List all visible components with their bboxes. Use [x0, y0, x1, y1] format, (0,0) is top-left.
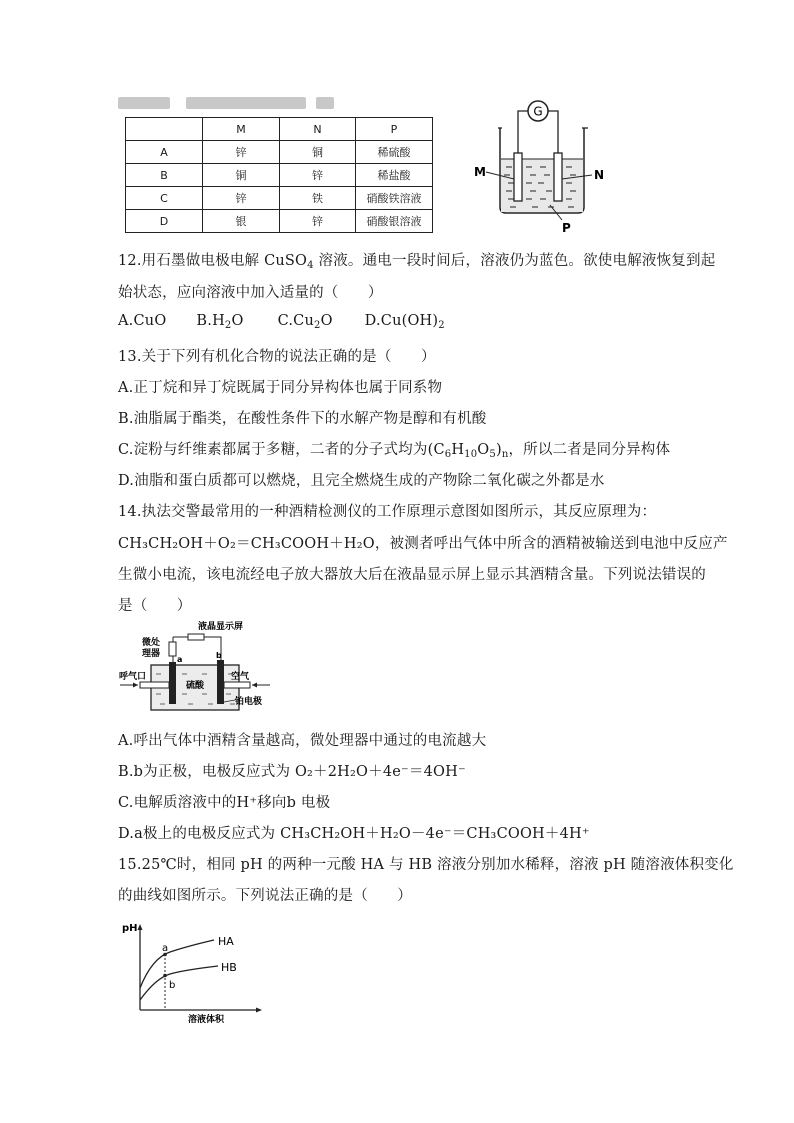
label-n: N	[594, 168, 605, 182]
table-cell: 硝酸银溶液	[356, 210, 433, 233]
q15-line1: 15.25℃时，相同 pH 的两种一元酸 HA 与 HB 溶液分别加水稀释，溶液 pH 随溶液体积变化	[118, 857, 734, 873]
q13-option-c: C.淀粉与纤维素都属于多糖，二者的分子式均为$(C_6H_{10}O_5)_n$，所以二者是同分异构体	[118, 442, 671, 460]
q12-option-c: $C.Cu_2O$	[277, 313, 333, 331]
air-label: 空气	[231, 672, 250, 682]
acid-label: 硫酸	[186, 681, 205, 691]
inlet-pipe	[140, 682, 169, 688]
micro-label-1: 微处	[142, 638, 161, 648]
point-a-label: a	[162, 943, 169, 954]
q12-option-b: $B.H_2O$	[196, 313, 244, 331]
label-p: P	[562, 221, 571, 235]
electrode-a	[169, 662, 176, 704]
curve-ha	[140, 940, 214, 988]
table-cell: D	[126, 210, 203, 233]
table-row	[126, 210, 433, 233]
point-b-label: b	[169, 980, 176, 991]
q13-option-a: A.正丁烷和异丁烷既属于同分异构体也属于同系物	[118, 380, 443, 396]
table-cell: B	[126, 164, 203, 187]
electrode-b	[217, 660, 224, 704]
q14-equation: CH₃CH₂OH＋O₂＝CH₃COOH＋H₂O，被测者呼出气体中所含的酒精被输送到电池中反应产	[118, 536, 728, 552]
q12-line1: 12.用石墨做电极电解 CuSO$_4$ 溶液。通电一段时间后，溶液仍为蓝色。欲使电解液恢复到起	[118, 253, 716, 271]
table-cell: 锌	[203, 141, 280, 164]
table-header: N	[280, 118, 356, 141]
table-cell: C	[126, 187, 203, 210]
q14-option-b: B.b为正极，电极反应式为 O₂＋2H₂O＋4e⁻＝4OH⁻	[118, 764, 466, 780]
q14-option-a: A.呼出气体中酒精含量越高，微处理器中通过的电流越大	[118, 733, 487, 749]
table-cell: 铁	[280, 187, 356, 210]
label-m: M	[474, 165, 486, 179]
q12-option-a: A.CuO	[118, 313, 167, 329]
q14-line3: 生微小电流，该电流经电子放大器放大后在液晶显示屏上显示其酒精含量。下列说法错误的	[118, 567, 706, 583]
table-row	[126, 164, 433, 187]
curve-hb	[140, 966, 218, 1000]
table-cell: 铜	[203, 164, 280, 187]
galvanometer-label: G	[533, 104, 543, 119]
table-header	[126, 118, 203, 141]
table-cell: 稀盐酸	[356, 164, 433, 187]
curve-ha-label: HA	[218, 935, 234, 948]
electrode-b-label: b	[216, 651, 222, 660]
electrode-n	[554, 153, 562, 201]
table-header-row	[126, 118, 433, 141]
q13-stem: 13.关于下列有机化合物的说法正确的是（ ）	[118, 349, 436, 365]
redacted-header-1	[118, 97, 170, 109]
table-cell: 银	[203, 210, 280, 233]
q12-line2: 始状态，应向溶液中加入适量的（ ）	[118, 285, 383, 301]
y-axis-label: pH	[122, 923, 138, 934]
x-axis-label: 溶液体积	[188, 1015, 225, 1025]
q14-option-d: D.a极上的电极反应式为 CH₃CH₂OH＋H₂O－4e⁻＝CH₃COOH＋4H⁺	[118, 826, 590, 842]
microprocessor	[169, 642, 176, 656]
table-header: M	[203, 118, 280, 141]
q14-line1: 14.执法交警最常用的一种酒精检测仪的工作原理示意图如图所示，其反应原理为：	[118, 504, 657, 520]
q13-option-b: B.油脂属于酯类，在酸性条件下的水解产物是醇和有机酸	[118, 411, 487, 427]
table-cell: A	[126, 141, 203, 164]
air-pipe	[224, 682, 250, 688]
redacted-header-3	[316, 97, 334, 109]
table-row	[126, 141, 433, 164]
q15-line2: 的曲线如图所示。下列说法正确的是（ ）	[118, 888, 412, 904]
table-row	[126, 187, 433, 210]
alcohol-detector-diagram	[118, 618, 278, 718]
table-cell: 锌	[203, 187, 280, 210]
electrode-m	[514, 153, 522, 201]
table-cell: 铜	[280, 141, 356, 164]
table-cell: 硝酸铁溶液	[356, 187, 433, 210]
micro-label-2: 理器	[142, 649, 161, 659]
lcd-label: 液晶显示屏	[198, 622, 244, 632]
q14-line4: 是（ ）	[118, 598, 192, 614]
redacted-header-2	[186, 97, 306, 109]
galvanic-cell-diagram	[470, 95, 620, 235]
platinum-electrode-label: 铂电极	[235, 697, 263, 707]
table-cell: 稀硫酸	[356, 141, 433, 164]
lcd-screen	[188, 634, 204, 640]
q14-option-c: C.电解质溶液中的H⁺移向b 电极	[118, 795, 331, 811]
q13-option-d: D.油脂和蛋白质都可以燃烧，且完全燃烧生成的产物除二氧化碳之外都是水	[118, 473, 605, 489]
electrode-table	[125, 117, 433, 233]
electrode-a-label: a	[177, 655, 183, 664]
q12-option-d: $D.Cu(OH)_2$	[364, 313, 445, 331]
curve-hb-label: HB	[221, 961, 237, 974]
inlet-label: 呼气口	[119, 672, 147, 682]
table-cell: 锌	[280, 210, 356, 233]
table-header: P	[356, 118, 433, 141]
ph-dilution-graph	[118, 918, 268, 1026]
table-cell: 锌	[280, 164, 356, 187]
q12-options	[118, 313, 445, 329]
